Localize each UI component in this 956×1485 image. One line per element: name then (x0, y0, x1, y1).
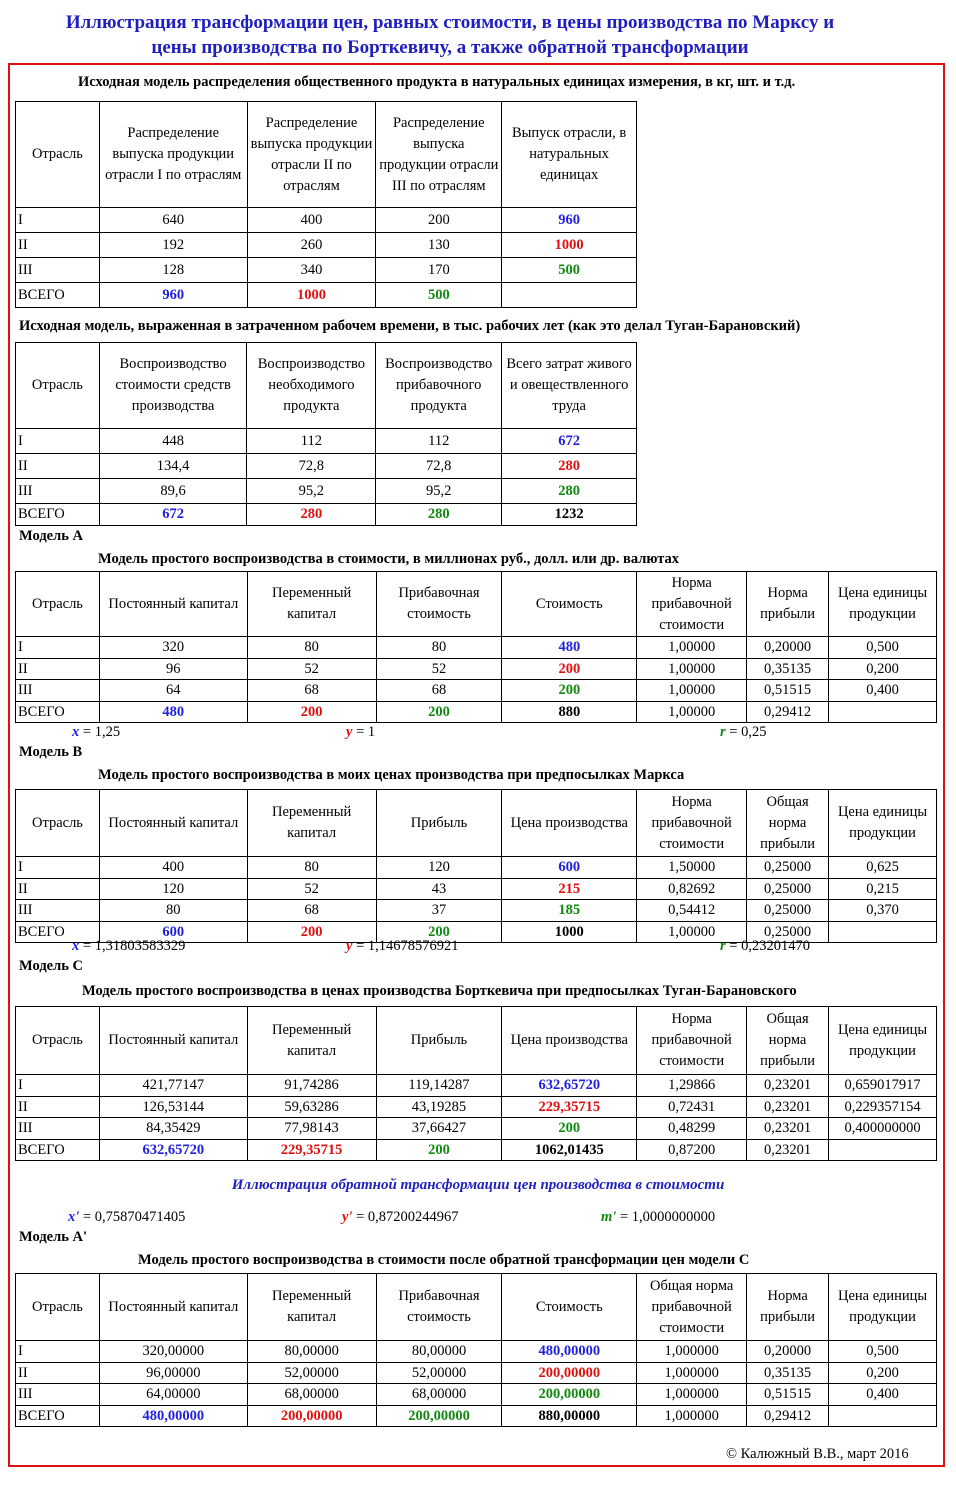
cell: 0,23201 (747, 1096, 829, 1118)
table-row (16, 900, 937, 922)
cell: 200,00000 (502, 1362, 637, 1384)
header-cell: Цена единицы продукции (829, 572, 937, 637)
cell: 84,35429 (99, 1118, 247, 1140)
cell: 91,74286 (247, 1075, 376, 1097)
cell: 96 (99, 658, 247, 680)
cell: 0,35135 (747, 1362, 829, 1384)
table-row (16, 701, 937, 723)
cell (829, 921, 937, 943)
cell: 0,29412 (747, 701, 829, 723)
table-row (16, 233, 637, 258)
header-cell: Постоянный капитал (99, 1007, 247, 1075)
header-cell: Прибыль (376, 790, 502, 857)
model-a-prime-table (15, 1273, 937, 1427)
cell: 80 (247, 637, 376, 659)
row-label: ВСЕГО (16, 921, 100, 943)
cell: 0,229357154 (829, 1096, 937, 1118)
header-cell: Стоимость (502, 572, 637, 637)
cell: 52 (247, 878, 376, 900)
cell: 112 (376, 429, 502, 454)
row-label: III (16, 680, 100, 702)
header-cell: Отрасль (16, 1007, 100, 1075)
table-row (16, 429, 637, 454)
table-row (16, 878, 937, 900)
table-row (16, 258, 637, 283)
cell: 68 (247, 900, 376, 922)
cell: 200 (376, 208, 502, 233)
x-symbol: x (72, 724, 80, 740)
model-b-caption: Модель простого воспроизводства в моих ценах производства при предпосылках Маркса (98, 767, 685, 783)
cell: 500 (376, 283, 502, 308)
table-row (16, 637, 937, 659)
m-prime-value: 1,0000000000 (631, 1209, 716, 1225)
cell: 200,00000 (502, 1384, 637, 1406)
cell: 0,400000000 (829, 1118, 937, 1140)
cell: 120 (376, 857, 502, 879)
cell: 260 (247, 233, 376, 258)
cell: 200 (376, 1139, 502, 1161)
header-cell: Общая норма прибавочной стоимости (637, 1274, 747, 1341)
cell: 640 (99, 208, 247, 233)
header-cell: Прибавочная стоимость (376, 572, 502, 637)
cell: 1,00000 (637, 680, 747, 702)
header-cell: Стоимость (502, 1274, 637, 1341)
y-prime-value: 0,87200244967 (367, 1209, 459, 1225)
cell: 448 (99, 429, 247, 454)
x-symbol: x (72, 938, 80, 954)
model-c-table (15, 1006, 937, 1161)
y-value: 1 (367, 724, 376, 740)
header-cell: Распределение выпуска продукции отрасли I по отраслям (99, 102, 247, 208)
cell: 229,35715 (502, 1096, 637, 1118)
m-prime-symbol: m' (601, 1209, 617, 1225)
cell: 0,72431 (637, 1096, 747, 1118)
cell: 68,00000 (376, 1384, 502, 1406)
header-cell: Норма прибыли (747, 1274, 829, 1341)
cell: 320 (99, 637, 247, 659)
cell: 80,00000 (247, 1341, 376, 1363)
cell: 52,00000 (247, 1362, 376, 1384)
table-row (16, 454, 637, 479)
x-prime-value: 0,75870471405 (94, 1209, 186, 1225)
table-row (16, 1362, 937, 1384)
y-symbol: y (346, 938, 353, 954)
header-cell: Переменный капитал (247, 1274, 376, 1341)
table-row (16, 479, 637, 504)
cell: 0,23201 (747, 1075, 829, 1097)
cell: 0,500 (829, 1341, 937, 1363)
cell: 0,87200 (637, 1139, 747, 1161)
cell: 126,53144 (99, 1096, 247, 1118)
y-value: 1,14678576921 (367, 938, 459, 954)
cell: 170 (376, 258, 502, 283)
cell: 672 (99, 504, 247, 526)
header-cell: Выпуск отрасли, в натуральных единицах (502, 102, 637, 208)
cell: 200 (502, 658, 637, 680)
cell: 37,66427 (376, 1118, 502, 1140)
cell: 200,00000 (376, 1405, 502, 1427)
cell: 1,50000 (637, 857, 747, 879)
header-cell: Воспроизводство прибавочного продукта (376, 343, 502, 429)
model-a-prime-label: Модель А' (19, 1229, 88, 1245)
cell: 52,00000 (376, 1362, 502, 1384)
table-row (16, 1096, 937, 1118)
header-cell: Постоянный капитал (99, 572, 247, 637)
cell: 320,00000 (99, 1341, 247, 1363)
cell: 0,48299 (637, 1118, 747, 1140)
header-cell: Норма прибыли (747, 572, 829, 637)
row-label: I (16, 857, 100, 879)
row-label: ВСЕГО (16, 1139, 100, 1161)
t1-caption: Исходная модель распределения общественного продукта в натуральных единицах измерения, в кг, шт. и т.д. (78, 74, 796, 90)
cell: 421,77147 (99, 1075, 247, 1097)
cell: 1,00000 (637, 637, 747, 659)
cell: 1000 (502, 233, 637, 258)
row-label: I (16, 208, 100, 233)
cell: 229,35715 (247, 1139, 376, 1161)
cell: 72,8 (376, 454, 502, 479)
cell: 0,25000 (747, 857, 829, 879)
row-label: III (16, 1384, 100, 1406)
header-cell: Переменный капитал (247, 572, 376, 637)
x-value: 1,31803583329 (94, 938, 186, 954)
inverse-title: Иллюстрация обратной трансформации цен производства в стоимости (231, 1177, 725, 1193)
cell: 632,65720 (99, 1139, 247, 1161)
cell: 1000 (502, 921, 637, 943)
page-title-line2: цены производства по Борткевичу, а также обратной трансформации (151, 37, 749, 58)
header-cell: Норма прибавочной стоимости (637, 572, 747, 637)
header-cell: Прибыль (376, 1007, 502, 1075)
r-symbol: r (720, 724, 726, 740)
cell: 1,000000 (637, 1405, 747, 1427)
cell: 340 (247, 258, 376, 283)
cell: 1,29866 (637, 1075, 747, 1097)
header-cell: Переменный капитал (247, 1007, 376, 1075)
cell: 1,000000 (637, 1362, 747, 1384)
cell: 68 (247, 680, 376, 702)
cell: 0,500 (829, 637, 937, 659)
table-row (16, 857, 937, 879)
cell: 112 (247, 429, 376, 454)
header-cell: Воспроизводство стоимости средств производства (99, 343, 247, 429)
cell: 500 (502, 258, 637, 283)
cell: 37 (376, 900, 502, 922)
row-label: II (16, 1362, 100, 1384)
cell: 192 (99, 233, 247, 258)
row-label: II (16, 1096, 100, 1118)
cell: 960 (502, 208, 637, 233)
cell: 1,000000 (637, 1341, 747, 1363)
cell: 128 (99, 258, 247, 283)
row-label: I (16, 637, 100, 659)
cell: 64 (99, 680, 247, 702)
header-cell: Постоянный капитал (99, 1274, 247, 1341)
cell: 185 (502, 900, 637, 922)
page-title (0, 10, 900, 60)
cell: 0,25000 (747, 921, 829, 943)
header-cell: Распределение выпуска продукции отрасли II по отраслям (247, 102, 376, 208)
cell: 880 (502, 701, 637, 723)
cell: 59,63286 (247, 1096, 376, 1118)
cell: 89,6 (99, 479, 247, 504)
table-row (16, 1118, 937, 1140)
row-label: III (16, 258, 100, 283)
row-label: I (16, 1075, 100, 1097)
cell: 1000 (247, 283, 376, 308)
cell: 80 (247, 857, 376, 879)
row-label: III (16, 1118, 100, 1140)
header-cell: Прибавочная стоимость (376, 1274, 502, 1341)
cell: 280 (502, 479, 637, 504)
cell: 672 (502, 429, 637, 454)
model-a-r-param: r = 0,25 (720, 724, 767, 740)
y-prime-symbol: y' (342, 1209, 353, 1225)
cell: 632,65720 (502, 1075, 637, 1097)
cell: 1,00000 (637, 658, 747, 680)
cell: 80 (376, 637, 502, 659)
header-cell: Отрасль (16, 572, 100, 637)
t2-caption: Исходная модель, выраженная в затраченном рабочем времени, в тыс. рабочих лет (как это делал Туган-Барановский) (19, 318, 801, 334)
cell: 1,000000 (637, 1384, 747, 1406)
cell: 0,82692 (637, 878, 747, 900)
header-cell: Общая норма прибыли (747, 790, 829, 857)
cell: 200 (502, 680, 637, 702)
cell: 880,00000 (502, 1405, 637, 1427)
cell: 200 (376, 921, 502, 943)
x-value: 1,25 (94, 724, 121, 740)
header-cell: Общая норма прибыли (747, 1007, 829, 1075)
cell: 72,8 (247, 454, 376, 479)
cell: 52 (376, 658, 502, 680)
header-cell: Цена единицы продукции (829, 790, 937, 857)
table-row (16, 1341, 937, 1363)
cell: 0,200 (829, 1362, 937, 1384)
inverse-y-param: y' = 0,87200244967 (342, 1209, 459, 1225)
cell: 0,659017917 (829, 1075, 937, 1097)
row-label: ВСЕГО (16, 504, 100, 526)
header-cell: Норма прибавочной стоимости (637, 790, 747, 857)
cell (829, 701, 937, 723)
cell: 0,20000 (747, 637, 829, 659)
model-b-label: Модель В (19, 744, 83, 760)
cell: 480 (502, 637, 637, 659)
cell: 960 (99, 283, 247, 308)
table-row (16, 1139, 937, 1161)
header-cell: Постоянный капитал (99, 790, 247, 857)
cell: 480,00000 (502, 1341, 637, 1363)
row-label: III (16, 900, 100, 922)
header-cell: Отрасль (16, 102, 100, 208)
cell: 400 (247, 208, 376, 233)
r-symbol: r (720, 938, 726, 954)
cell: 0,51515 (747, 680, 829, 702)
cell: 0,400 (829, 1384, 937, 1406)
model-a-label: Модель А (19, 528, 83, 544)
model-a-table (15, 571, 937, 723)
table-row (16, 1384, 937, 1406)
cell: 280 (247, 504, 376, 526)
cell: 0,35135 (747, 658, 829, 680)
header-cell: Норма прибавочной стоимости (637, 1007, 747, 1075)
cell: 200 (247, 701, 376, 723)
cell: 80 (99, 900, 247, 922)
cell: 68 (376, 680, 502, 702)
cell: 1062,01435 (502, 1139, 637, 1161)
x-prime-symbol: x' (68, 1209, 80, 1225)
header-cell: Цена единицы продукции (829, 1274, 937, 1341)
cell: 200 (502, 1118, 637, 1140)
cell: 0,400 (829, 680, 937, 702)
cell (829, 1405, 937, 1427)
table-row (16, 283, 637, 308)
row-label: ВСЕГО (16, 1405, 100, 1427)
header-cell: Воспроизводство необходимого продукта (247, 343, 376, 429)
cell: 200 (376, 701, 502, 723)
header-cell: Цена производства (502, 790, 637, 857)
cell: 280 (502, 454, 637, 479)
model-b-table (15, 789, 937, 943)
copyright: © Калюжный В.В., март 2016 (726, 1446, 909, 1462)
cell: 43,19285 (376, 1096, 502, 1118)
cell: 600 (99, 921, 247, 943)
cell: 95,2 (247, 479, 376, 504)
header-cell: Отрасль (16, 790, 100, 857)
row-label: I (16, 429, 100, 454)
cell: 120 (99, 878, 247, 900)
header-cell: Всего затрат живого и овеществленного труда (502, 343, 637, 429)
table-row (16, 1075, 937, 1097)
header-cell: Распределение выпуска продукции отрасли III по отраслям (376, 102, 502, 208)
cell (829, 1139, 937, 1161)
row-label: I (16, 1341, 100, 1363)
cell: 95,2 (376, 479, 502, 504)
cell: 480,00000 (99, 1405, 247, 1427)
cell: 43 (376, 878, 502, 900)
cell: 600 (502, 857, 637, 879)
table-row (16, 680, 937, 702)
row-label: ВСЕГО (16, 701, 100, 723)
cell: 134,4 (99, 454, 247, 479)
cell: 0,54412 (637, 900, 747, 922)
cell: 0,29412 (747, 1405, 829, 1427)
row-label: ВСЕГО (16, 283, 100, 308)
table-row (16, 658, 937, 680)
cell: 0,25000 (747, 878, 829, 900)
inverse-x-param: x' = 0,75870471405 (68, 1209, 186, 1225)
cell: 80,00000 (376, 1341, 502, 1363)
cell: 0,625 (829, 857, 937, 879)
page-title-line1: Иллюстрация трансформации цен, равных стоимости, в цены производства по Марксу и (65, 12, 835, 33)
header-cell: Цена единицы продукции (829, 1007, 937, 1075)
cell: 200,00000 (247, 1405, 376, 1427)
table-row (16, 504, 637, 526)
cell: 0,23201 (747, 1139, 829, 1161)
inverse-m-param: m' = 1,0000000000 (601, 1209, 716, 1225)
cell: 400 (99, 857, 247, 879)
model-c-label: Модель С (19, 958, 83, 974)
y-symbol: y (346, 724, 353, 740)
cell: 1,00000 (637, 701, 747, 723)
cell: 119,14287 (376, 1075, 502, 1097)
cell: 96,00000 (99, 1362, 247, 1384)
model-b-r-param: r = 0,23201470 (720, 938, 810, 954)
model-c-caption: Модель простого воспроизводства в ценах производства Борткевича при предпосылках Туган-Барановского (82, 983, 797, 999)
cell: 1,00000 (637, 921, 747, 943)
cell (502, 283, 637, 308)
header-cell: Отрасль (16, 1274, 100, 1341)
row-label: II (16, 878, 100, 900)
cell: 0,20000 (747, 1341, 829, 1363)
model-b-y-param: y = 1,14678576921 (346, 938, 459, 954)
r-value: 0,25 (741, 724, 767, 740)
cell: 215 (502, 878, 637, 900)
model-a-y-param: y = 1 (346, 724, 376, 740)
cell: 52 (247, 658, 376, 680)
cell: 0,215 (829, 878, 937, 900)
model-a-prime-caption: Модель простого воспроизводства в стоимости после обратной трансформации цен модели С (138, 1252, 750, 1268)
cell: 0,370 (829, 900, 937, 922)
r-value: 0,23201470 (741, 938, 810, 954)
row-label: II (16, 658, 100, 680)
cell: 68,00000 (247, 1384, 376, 1406)
labor-time-table (15, 342, 637, 526)
table-row (16, 208, 637, 233)
cell: 0,25000 (747, 900, 829, 922)
header-cell: Цена производства (502, 1007, 637, 1075)
cell: 0,200 (829, 658, 937, 680)
row-label: II (16, 454, 100, 479)
cell: 480 (99, 701, 247, 723)
header-cell: Отрасль (16, 343, 100, 429)
row-label: III (16, 479, 100, 504)
cell: 200 (247, 921, 376, 943)
cell: 280 (376, 504, 502, 526)
model-a-x-param: x = 1,25 (72, 724, 121, 740)
model-a-caption: Модель простого воспроизводства в стоимости, в миллионах руб., долл. или др. валютах (98, 551, 680, 567)
cell: 64,00000 (99, 1384, 247, 1406)
natural-units-table (15, 101, 637, 308)
cell: 1232 (502, 504, 637, 526)
cell: 0,23201 (747, 1118, 829, 1140)
table-row (16, 1405, 937, 1427)
cell: 130 (376, 233, 502, 258)
model-b-x-param: x = 1,31803583329 (72, 938, 186, 954)
row-label: II (16, 233, 100, 258)
cell: 0,51515 (747, 1384, 829, 1406)
header-cell: Переменный капитал (247, 790, 376, 857)
cell: 77,98143 (247, 1118, 376, 1140)
